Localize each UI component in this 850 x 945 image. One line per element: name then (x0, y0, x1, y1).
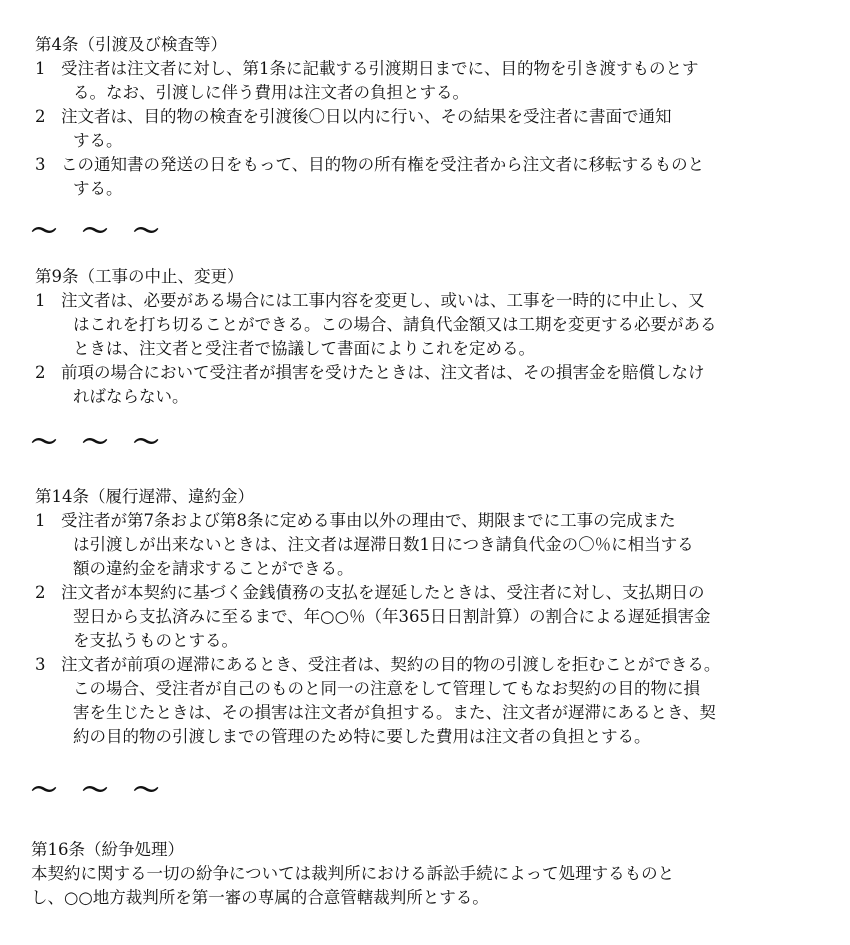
clause-line: 翌日から支払済みに至るまで、年○○％（年365日日割計算）の割合による遅延損害金 (73, 607, 711, 626)
clause-2 (35, 361, 835, 409)
clause-number: 2 (35, 107, 46, 126)
article-14 (35, 485, 835, 749)
clause-1 (35, 57, 835, 105)
clause-line: 注文者が前項の遅滞にあるとき、受注者は、契約の目的物の引渡しを拒むことができる。 (61, 655, 721, 674)
article-9 (35, 265, 835, 409)
clause-line: する。 (73, 131, 123, 150)
clause-line: 害を生じたときは、その損害は注文者が負担する。また、注文者が遅滞にあるとき、契 (73, 703, 716, 722)
clause-line: 注文者は、目的物の検査を引渡後〇日以内に行い、その結果を受注者に書面で通知 (61, 107, 672, 126)
article-body (31, 862, 831, 910)
article-title: 第16条（紛争処理） (31, 840, 184, 859)
clause-line: は引渡しが出来ないときは、注文者は遅滞日数1日につき請負代金の〇％に相当する (73, 535, 694, 554)
section-separator: ～ ～ ～ (31, 776, 168, 806)
clause-line: 受注者は注文者に対し、第1条に記載する引渡期日までに、目的物を引き渡すものとす (61, 59, 699, 78)
clause-number: 3 (35, 655, 46, 674)
clause-line: 額の違約金を請求することができる。 (73, 559, 354, 578)
clause-number: 1 (35, 291, 46, 310)
body-line: し、○○地方裁判所を第一審の専属的合意管轄裁判所とする。 (31, 888, 489, 907)
clause-1 (35, 509, 835, 581)
section-separator: ～ ～ ～ (31, 217, 168, 247)
clause-line: を支払うものとする。 (73, 631, 238, 650)
clause-line: する。 (73, 179, 123, 198)
clause-number: 2 (35, 583, 46, 602)
clause-line: る。なお、引渡しに伴う費用は注文者の負担とする。 (73, 83, 469, 102)
article-title: 第4条（引渡及び検査等） (35, 35, 227, 54)
article-4 (35, 33, 835, 201)
clause-line: 受注者が第7条および第8条に定める事由以外の理由で、期限までに工事の完成また (61, 511, 676, 530)
clause-line: 約の目的物の引渡しまでの管理のため特に要した費用は注文者の負担とする。 (73, 727, 651, 746)
article-16 (31, 838, 831, 910)
clause-3 (35, 153, 835, 201)
clause-1 (35, 289, 835, 361)
clause-line: この通知書の発送の日をもって、目的物の所有権を受注者から注文者に移転するものと (61, 155, 705, 174)
article-title: 第9条（工事の中止、変更） (35, 267, 244, 286)
clause-number: 1 (35, 511, 46, 530)
clause-line: ときは、注文者と受注者で協議して書面によりこれを定める。 (73, 339, 535, 358)
clause-number: 3 (35, 155, 46, 174)
clause-line: この場合、受注者が自己のものと同一の注意をして管理してもなお契約の目的物に損 (73, 679, 700, 698)
clause-3 (35, 653, 835, 749)
clause-2 (35, 581, 835, 653)
clause-number: 1 (35, 59, 46, 78)
clause-line: 注文者が本契約に基づく金銭債務の支払を遅延したときは、受注者に対し、支払期日の (61, 583, 705, 602)
body-line: 本契約に関する一切の紛争については裁判所における訴訟手続によって処理するものと (31, 864, 675, 883)
section-separator: ～ ～ ～ (31, 428, 168, 458)
clause-line: 注文者は、必要がある場合には工事内容を変更し、或いは、工事を一時的に中止し、又 (61, 291, 705, 310)
clause-2 (35, 105, 835, 153)
clause-line: ればならない。 (73, 387, 189, 406)
clause-number: 2 (35, 363, 46, 382)
clause-line: はこれを打ち切ることができる。この場合、請負代金額又は工期を変更する必要がある (73, 315, 717, 334)
article-title: 第14条（履行遅滞、違約金） (35, 487, 254, 506)
clause-line: 前項の場合において受注者が損害を受けたときは、注文者は、その損害金を賠償しなけ (61, 363, 705, 382)
